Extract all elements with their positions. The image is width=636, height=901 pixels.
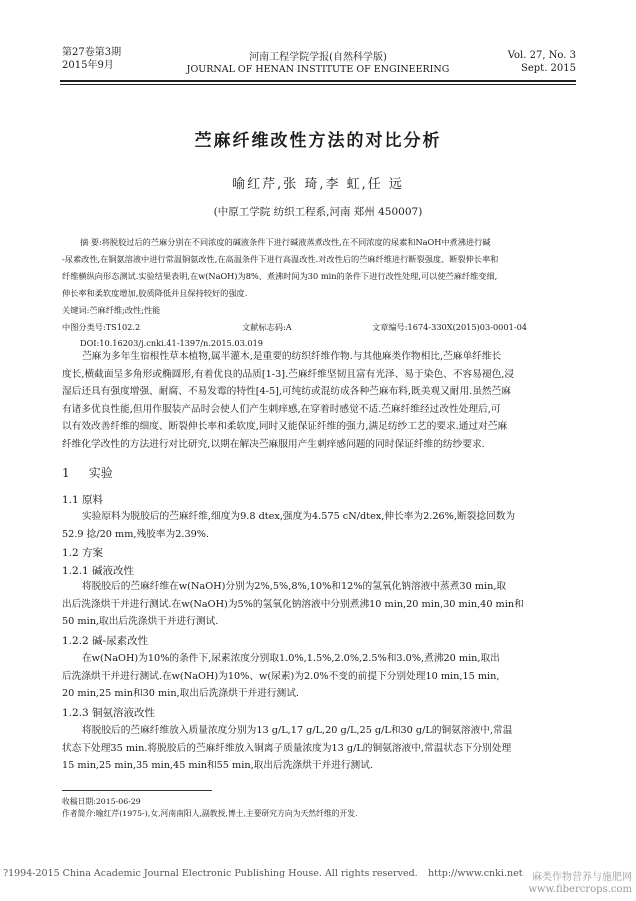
classification-row (62, 319, 582, 336)
footnote-rule (62, 790, 212, 791)
alkali-urea-line: 20 min,25 min和30 min,取出后洗涤烘干并进行测试. (62, 688, 299, 699)
intro-line: 有诸多优良性能,但用作服装产品时会使人们产生刺痒感,在穿着时感觉不适.苎麻纤维经过改性处理后,可 (62, 403, 501, 415)
alkali-urea-line: 在w(NaOH)为10%的条件下,尿素浓度分别取1.0%,1.5%,2.0%,2.5%和3.0%,煮沸20 min,取出 (82, 653, 500, 664)
subsection-heading-1-2: 1.2 方案 (62, 547, 104, 559)
clc-number: 中图分类号:TS102.2 (62, 322, 141, 332)
subsection-heading-1-2-2: 1.2.2 碱-尿素改性 (62, 635, 149, 647)
alkali-modification-text (62, 578, 582, 631)
alkali-urea-line: 后洗涤烘干并进行测试.在w(NaOH)为10%、w(尿素)为2.0%不变的前提下分别处理10 min,15 min, (62, 670, 500, 682)
section-number: 1 (62, 466, 70, 480)
intro-line: 纤维化学改性的方法进行对比研究,以期在解决苎麻服用产生刺痒感问题的同时保证纤维的纺纱要求. (62, 438, 485, 450)
authors: 喻红芹,张 琦,李 虹,任 远 (232, 177, 404, 192)
paper-title: 苎麻纤维改性方法的对比分析 (194, 131, 442, 151)
alkali-line: 50 min,取出后洗涤烘干并进行测试. (62, 616, 219, 627)
watermark: 麻类作物营养与施肥网 www.fibercrops.com (528, 872, 632, 895)
header-rule (60, 80, 576, 82)
section-heading (62, 464, 113, 481)
subsection-heading-1-1: 1.1 原料 (62, 494, 104, 506)
journal-name-en: JOURNAL OF HENAN INSTITUTE OF ENGINEERING (186, 64, 450, 75)
cnki-link[interactable]: http://www.cnki.net (428, 868, 523, 879)
intro-line: 苎麻为多年生宿根性草本植物,属半灌木,是重要的纺织纤维作物.与其他麻类作物相比,苎麻单纤维长 (82, 351, 502, 362)
materials-text (62, 508, 582, 543)
document-code: 文献标志码:A (242, 322, 292, 332)
journal-name-cn: 河南工程学院学报(自然科学版) (249, 52, 387, 63)
introduction (62, 348, 582, 453)
copyright-notice: ?1994-2015 China Academic Journal Electronic Publishing House. All rights reserved. (3, 868, 418, 879)
cuprammonium-text (62, 722, 582, 775)
author-bio: 作者简介:喻红芹(1975-),女,河南南阳人,副教授,博士,主要研究方向为天然纤维的开发. (62, 809, 358, 818)
keywords: 关键词:苎麻纤维;改性;性能 (62, 305, 161, 315)
abstract (62, 234, 582, 319)
abstract-line: -尿素改性,在铜氨溶液中进行常温铜氨改性,在高温条件下进行高温改性.对改性后的苎麻纤维进行断裂强度、断裂伸长率和 (62, 254, 499, 264)
subsection-heading-1-2-3: 1.2.3 铜氨溶液改性 (62, 707, 156, 719)
materials-line: 实验原料为脱胶后的苎麻纤维,细度为9.8 dtex,强度为4.575 cN/dtex,伸长率为2.26%,断裂捻回数为 (82, 511, 516, 522)
volume-number-en: Vol. 27, No. 3 (507, 50, 576, 61)
affiliation: (中原工学院 纺织工程系,河南 郑州 450007) (213, 206, 423, 218)
intro-line: 以有效改善纤维的细度、断裂伸长率和柔软度,同时又能保证纤维的强力,满足纺纱工艺的要求.通过对苎麻 (62, 421, 508, 432)
received-date: 收稿日期:2015-06-29 (62, 797, 141, 806)
alkali-urea-text (62, 650, 582, 703)
date-en: Sept. 2015 (521, 63, 576, 74)
doi: DOI:10.16203/j.cnki.41-1397/n.2015.03.019 (80, 338, 264, 348)
alkali-line: 出后洗涤烘干并进行测试.在w(NaOH)为5%的氢氧化钠溶液中分别煮沸10 min,20 min,30 min,40 min和 (62, 598, 524, 610)
publication-date: 2015年9月 (62, 60, 114, 71)
abstract-line: 伸长率和柔软度增加,胶质降低并且保持较好的强度. (62, 288, 248, 298)
cuprammonium-line: 15 min,25 min,35 min,45 min和55 min,取出后洗涤烘干并进行测试. (62, 760, 373, 771)
section-title: 实验 (88, 466, 113, 480)
abstract-line: 摘 要:将脱胶过后的苎麻分别在不同浓度的碱液条件下进行碱液蒸煮改性,在不同浓度的尿素和NaOH中煮沸进行碱 (80, 237, 491, 247)
materials-line: 52.9 捻/20 mm,残胶率为2.39%. (62, 528, 210, 540)
subsection-heading-1-2-1: 1.2.1 碱液改性 (62, 565, 135, 577)
intro-line: 度长,横截面呈多角形或椭圆形,有着优良的品质[1-3].苎麻纤维坚韧且富有光泽、易于染色、不容易褪色,浸 (62, 368, 515, 380)
intro-line: 湿后还具有强度增强、耐腐、不易发霉的特性[4-5],可纯纺或混纺成各种苎麻布料,既美观又耐用.虽然苎麻 (62, 386, 511, 397)
cuprammonium-line: 将脱胶后的苎麻纤维放入质量浓度分别为13 g/L,17 g/L,20 g/L,25 g/L和30 g/L的铜氨溶液中,常温 (82, 725, 513, 736)
alkali-line: 将脱胶后的苎麻纤维在w(NaOH)分别为2%,5%,8%,10%和12%的氢氧化钠溶液中蒸煮30 min,取 (82, 581, 507, 592)
cuprammonium-line: 状态下处理35 min.将脱胶后的苎麻纤维放入铜离子质量浓度为13 g/L的铜氨溶液中,常温状态下分别处理 (62, 742, 512, 754)
article-number: 文章编号:1674-330X(2015)03-0001-04 (372, 322, 527, 332)
volume-issue: 第27卷第3期 (62, 47, 122, 58)
abstract-line: 纤维横纵向形态测试.实验结果表明,在w(NaOH)为8%、煮沸时间为30 min的条件下进行改性处理,可以使苎麻纤维变细, (62, 271, 498, 281)
header-rule-thin (60, 84, 576, 85)
